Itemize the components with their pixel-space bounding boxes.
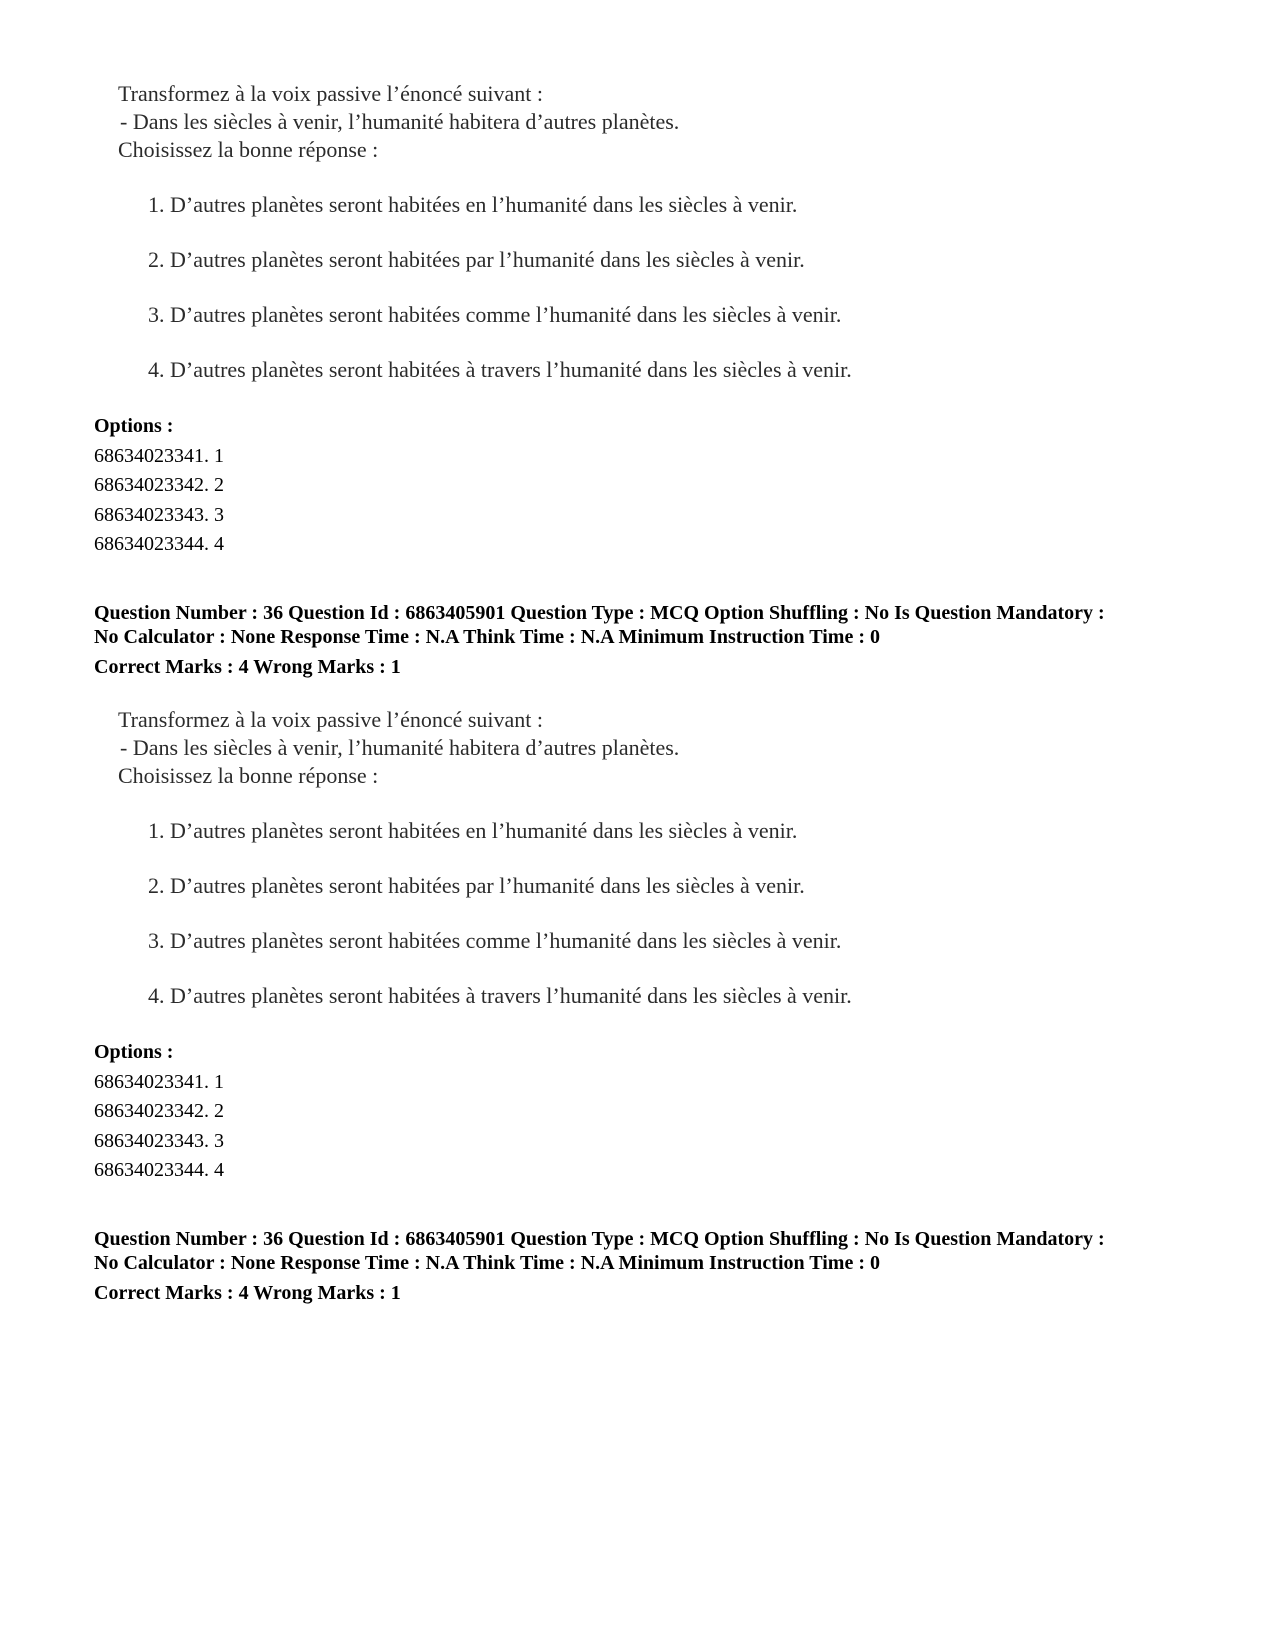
option-item: 68634023342. 2	[94, 474, 224, 496]
choice-item-2: 2. D’autres planètes seront habitées par l’humanité dans les siècles à venir.	[148, 247, 805, 272]
option-item: 68634023342. 2	[94, 1100, 224, 1122]
choice-list	[118, 817, 1018, 1010]
question-prompt: Choisissez la bonne réponse :	[118, 763, 379, 788]
meta-line: No Calculator : None Response Time : N.A Think Time : N.A Minimum Instruction Time : 0	[94, 1252, 880, 1274]
choice-item-1: 1. D’autres planètes seront habitées en l’humanité dans les siècles à venir.	[148, 818, 798, 843]
question-meta-1	[94, 601, 1244, 679]
choice-item-4: 4. D’autres planètes seront habitées à travers l’humanité dans les siècles à venir.	[148, 357, 852, 382]
options-list-2	[94, 1038, 224, 1186]
option-item: 68634023341. 1	[94, 1070, 224, 1093]
choice-item-1: 1. D’autres planètes seront habitées en l’humanité dans les siècles à venir.	[148, 192, 798, 217]
question-meta-2	[94, 1227, 1244, 1305]
option-item: 68634023343. 3	[94, 503, 224, 526]
choice-item-3: 3. D’autres planètes seront habitées comme l’humanité dans les siècles à venir.	[148, 928, 842, 953]
option-item: 68634023344. 4	[94, 1159, 224, 1181]
option-item: 68634023343. 3	[94, 1129, 224, 1152]
choice-item-3: 3. D’autres planètes seront habitées comme l’humanité dans les siècles à venir.	[148, 302, 842, 327]
question-sentence: - Dans les siècles à venir, l’humanité habitera d’autres planètes.	[120, 109, 680, 134]
option-item: 68634023341. 1	[94, 444, 224, 467]
options-title: Options :	[94, 415, 174, 437]
meta-line: No Calculator : None Response Time : N.A Think Time : N.A Minimum Instruction Time : 0	[94, 626, 880, 648]
choice-item-2: 2. D’autres planètes seront habitées par l’humanité dans les siècles à venir.	[148, 873, 805, 898]
question-instruction: Transformez à la voix passive l’énoncé suivant :	[118, 707, 544, 732]
option-item: 68634023344. 4	[94, 533, 224, 555]
meta-line: Question Number : 36 Question Id : 6863405901 Question Type : MCQ Option Shuffling : No Is Question Mandatory :	[94, 1228, 1105, 1250]
question-image-1	[118, 80, 1018, 384]
choice-list	[118, 191, 1018, 384]
marks-line: Correct Marks : 4 Wrong Marks : 1	[94, 1282, 401, 1304]
options-title: Options :	[94, 1041, 174, 1063]
options-list-1	[94, 412, 224, 560]
question-sentence: - Dans les siècles à venir, l’humanité habitera d’autres planètes.	[120, 735, 680, 760]
meta-line: Question Number : 36 Question Id : 6863405901 Question Type : MCQ Option Shuffling : No Is Question Mandatory :	[94, 602, 1105, 624]
marks-line: Correct Marks : 4 Wrong Marks : 1	[94, 656, 401, 678]
question-prompt: Choisissez la bonne réponse :	[118, 137, 379, 162]
choice-item-4: 4. D’autres planètes seront habitées à travers l’humanité dans les siècles à venir.	[148, 983, 852, 1008]
question-instruction: Transformez à la voix passive l’énoncé suivant :	[118, 81, 544, 106]
question-image-2	[118, 706, 1018, 1010]
